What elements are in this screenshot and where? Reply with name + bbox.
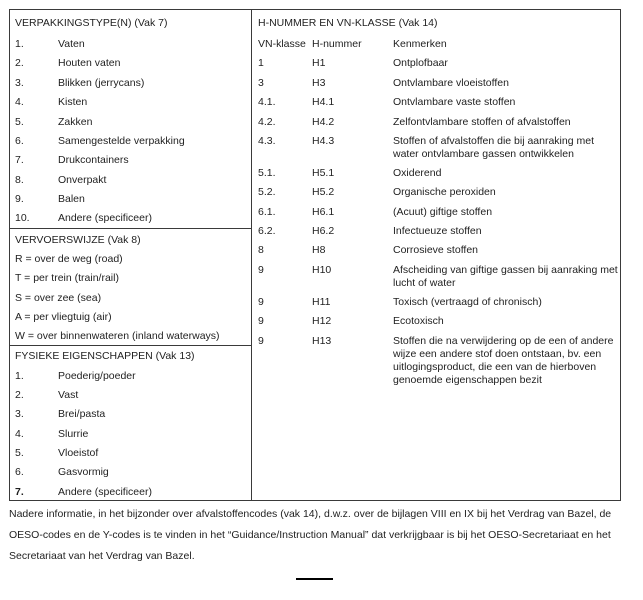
physical-num: 5. xyxy=(15,447,24,459)
vn-class: 5.2. xyxy=(258,186,276,198)
physical-num: 4. xyxy=(15,428,24,440)
packaging-label: Onverpakt xyxy=(58,174,107,186)
vn-class: 9 xyxy=(258,296,264,308)
h-number: H12 xyxy=(312,315,332,327)
characteristic: Stoffen of afvalstoffen die bij aanraking met water ontvlambare gassen ontwikkelen xyxy=(393,135,594,160)
physical-num: 1. xyxy=(15,370,24,382)
section-divider xyxy=(9,345,252,346)
packaging-num: 10. xyxy=(15,212,30,224)
transport-item: R = over de weg (road) xyxy=(15,253,123,265)
vn-class: 4.2. xyxy=(258,116,276,128)
packaging-label: Kisten xyxy=(58,96,88,108)
footer-rule xyxy=(296,578,333,580)
section-divider xyxy=(9,228,252,229)
packaging-num: 5. xyxy=(15,116,24,128)
packaging-label: Drukcontainers xyxy=(58,154,129,166)
vn-class: 6.2. xyxy=(258,225,276,237)
packaging-num: 7. xyxy=(15,154,24,166)
packaging-label: Balen xyxy=(58,193,85,205)
header-vn-class: VN-klasse xyxy=(258,38,306,50)
column-divider xyxy=(251,9,252,501)
vn-class: 3 xyxy=(258,77,264,89)
characteristic: Afscheiding van giftige gassen bij aanraking met lucht of water xyxy=(393,264,618,289)
h-number: H4.1 xyxy=(312,96,335,108)
packaging-label: Zakken xyxy=(58,116,93,128)
packaging-num: 1. xyxy=(15,38,24,50)
packaging-num: 3. xyxy=(15,77,24,89)
header-characteristics: Kenmerken xyxy=(393,38,447,50)
characteristic: Ontplofbaar xyxy=(393,57,448,69)
transport-item: S = over zee (sea) xyxy=(15,292,102,304)
packaging-label: Andere (specificeer) xyxy=(58,212,152,224)
characteristic: Toxisch (vertraagd of chronisch) xyxy=(393,296,542,308)
vn-class: 9 xyxy=(258,335,264,347)
physical-label: Vloeistof xyxy=(58,447,99,459)
characteristic: Ecotoxisch xyxy=(393,315,444,327)
characteristic: Infectueuze stoffen xyxy=(393,225,482,237)
h-number: H6.2 xyxy=(312,225,335,237)
vn-class: 9 xyxy=(258,315,264,327)
transport-item: W = over binnenwateren (inland waterways) xyxy=(15,330,220,342)
footnote: Nadere informatie, in het bijzonder over afvalstoffencodes (vak 14), d.w.z. over de bijlagen VIII en IX bij het Verdrag van Bazel, de OESO-codes en de Y-codes is te vinden in het “Guidance/Instruction Manual” dat verkrijgbaar is bij het OESO-Secretariaat en het Secretariaat van het Verdrag van Bazel. xyxy=(9,508,612,562)
characteristic: Corrosieve stoffen xyxy=(393,244,479,256)
packaging-label: Houten vaten xyxy=(58,57,121,69)
h-number: H10 xyxy=(312,264,332,276)
packaging-num: 6. xyxy=(15,135,24,147)
h-number: H11 xyxy=(312,296,331,308)
vn-class: 4.1. xyxy=(258,96,276,108)
vn-class: 4.3. xyxy=(258,135,276,147)
packaging-label: Vaten xyxy=(58,38,85,50)
h-number: H5.1 xyxy=(312,167,335,179)
packaging-label: Samengestelde verpakking xyxy=(58,135,185,147)
physical-label: Andere (specificeer) xyxy=(58,486,152,498)
characteristic: Oxiderend xyxy=(393,167,442,179)
h-number: H8 xyxy=(312,244,326,256)
physical-label: Brei/pasta xyxy=(58,408,106,420)
vn-class: 8 xyxy=(258,244,264,256)
characteristic: Ontvlambare vaste stoffen xyxy=(393,96,516,108)
physical-label: Poederig/poeder xyxy=(58,370,136,382)
h-number: H5.2 xyxy=(312,186,335,198)
characteristic: Stoffen die na verwijdering op de een of andere wijze een andere stof doen ontstaan, bv. een uitlogingsproduct, die een van de hierboven genoemde eigenschappen bezit xyxy=(393,335,614,386)
h-number: H6.1 xyxy=(312,206,335,218)
physical-num: 3. xyxy=(15,408,24,420)
hazard-title: H-NUMMER EN VN-KLASSE (Vak 14) xyxy=(258,17,438,29)
vn-class: 5.1. xyxy=(258,167,276,179)
characteristic: Ontvlambare vloeistoffen xyxy=(393,77,509,89)
physical-num: 6. xyxy=(15,466,24,478)
packaging-label: Blikken (jerrycans) xyxy=(58,77,145,89)
transport-title: VERVOERSWIJZE (Vak 8) xyxy=(15,234,141,246)
characteristic: Organische peroxiden xyxy=(393,186,496,198)
transport-item: A = per vliegtuig (air) xyxy=(15,311,112,323)
physical-label: Slurrie xyxy=(58,428,89,440)
characteristic: (Acuut) giftige stoffen xyxy=(393,206,493,218)
packaging-num: 8. xyxy=(15,174,24,186)
h-number: H3 xyxy=(312,77,326,89)
packaging-num: 4. xyxy=(15,96,24,108)
packaging-title: VERPAKKINGSTYPE(N) (Vak 7) xyxy=(15,17,168,29)
transport-item: T = per trein (train/rail) xyxy=(15,272,119,284)
vn-class: 9 xyxy=(258,264,264,276)
vn-class: 1 xyxy=(258,57,264,69)
physical-num: 2. xyxy=(15,389,24,401)
packaging-num: 2. xyxy=(15,57,24,69)
physical-num: 7. xyxy=(15,486,24,498)
vn-class: 6.1. xyxy=(258,206,276,218)
h-number: H1 xyxy=(312,57,326,69)
h-number: H4.2 xyxy=(312,116,335,128)
characteristic: Zelfontvlambare stoffen of afvalstoffen xyxy=(393,116,571,128)
header-h-number: H-nummer xyxy=(312,38,362,50)
h-number: H4.3 xyxy=(312,135,335,147)
h-number: H13 xyxy=(312,335,332,347)
physical-label: Vast xyxy=(58,389,79,401)
packaging-num: 9. xyxy=(15,193,24,205)
physical-title: FYSIEKE EIGENSCHAPPEN (Vak 13) xyxy=(15,350,195,362)
physical-label: Gasvormig xyxy=(58,466,109,478)
